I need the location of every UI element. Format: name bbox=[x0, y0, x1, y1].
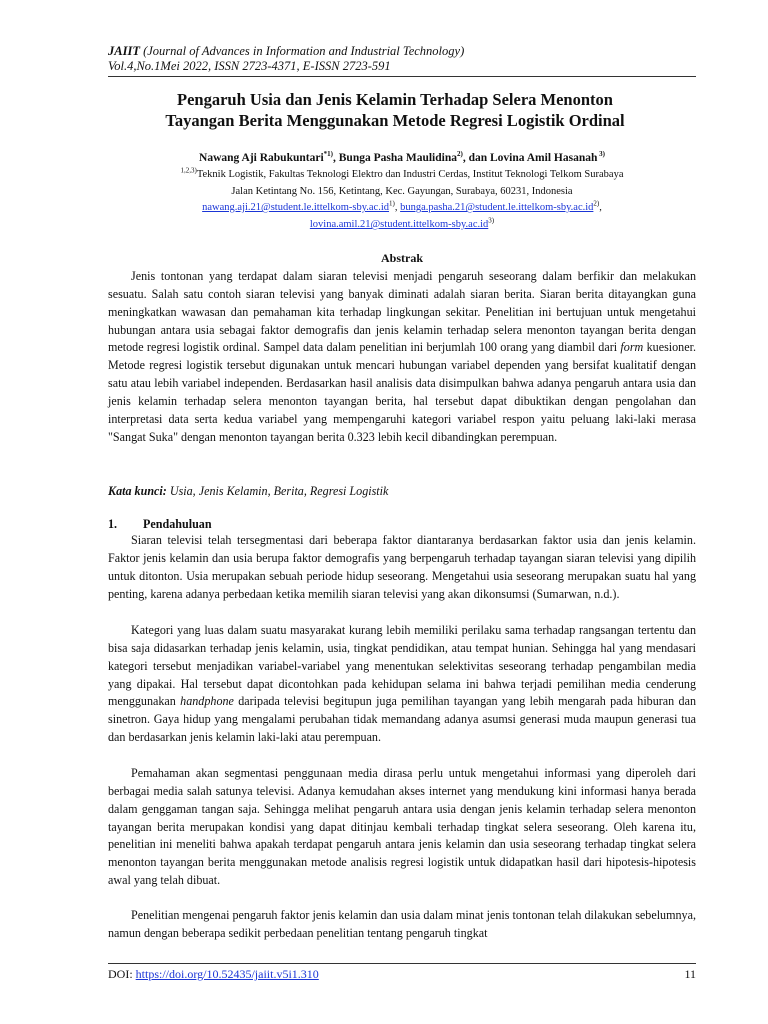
intro-paragraph-3: Pemahaman akan segmentasi penggunaan media dirasa perlu untuk mengetahui informasi yang diperoleh dari berbagai media salah satunya televisi. Adanya kemudahan akses internet yang mendukung kini informasi hanya berada dalam genggaman tangan saja. Sehingga melihat pengaruh antara usia dengan jenis kelamin terhadap selera menonton tayangan berita merupakan kondisi yang dapat ditinjau kembali terhadap tingkat selera seseorang. Oleh karena itu, penelitian ini meneliti bahwa apakah terdapat pengaruh antara jenis kelamin dan usia seseorang terhadap tingkat selera menonton tayangan berita menggunakan metode analisis regresi logistik untuk didapatkan hasil dari hipotesis-hipotesis awal yang telah dibuat. bbox=[108, 766, 696, 888]
author-separator: , dan bbox=[462, 152, 490, 164]
abstract-text-part-2: kuesioner. Metode regresi logistik tersebut digunakan untuk mencari hubungan variabel dependen yang bersifat kualitatif dengan satu atau lebih variabel independen. Berdasarkan hasil analisis data disimpulkan bahwa adanya pengaruh antara usia dan jenis kelamin terhadap selera menonton tayangan berita, hal tersebut dapat dibuktikan dengan pengolahan dan interpretasi data serta kedua variabel yang mempengaruhi kategori variabel respon yaitu peluang laki-laki merasa "Sangat Suka" dengan menonton tayangan berita 0.323 lebih kecil dibandingkan perempuan. bbox=[108, 340, 696, 444]
intro-p2-part-2: daripada televisi begitupun juga pemilihan tayangan yang lebih mengarah pada hiburan dan sinetron. Gaya hidup yang mengalami perubahan tidak memandang adanya asumsi generasi muda maupun generasi tua dan berdasarkan jenis kelamin laki-laki atau perempuan. bbox=[108, 694, 696, 745]
email-line-1: $nawang.aji.21@student.le.ittelkom-sby.ac.id^{1)}$, $bunga.pasha.21@student.le.ittelkom-sby.ac.id^{2)}$, bbox=[202, 199, 602, 213]
author-mark: 2) bbox=[456, 150, 463, 159]
affiliation-line-2: Jalan Ketintang No. 156, Ketintang, Kec. Gayungan, Surabaya, 60231, Indonesia bbox=[231, 185, 573, 197]
email-link-3[interactable]: lovina.amil.21@student.ittelkom-sby.ac.id bbox=[309, 219, 489, 230]
email-line-2 bbox=[108, 217, 696, 234]
affiliation-mark: 1,2,3) bbox=[180, 166, 197, 175]
keywords-line bbox=[108, 483, 696, 500]
journal-header bbox=[108, 44, 708, 74]
intro-p2-italic-word: handphone bbox=[180, 694, 234, 709]
author-name: Nawang Aji Rabukuntari bbox=[199, 152, 324, 164]
keywords-label: Kata kunci: bbox=[108, 484, 167, 498]
doi-link[interactable]: https://doi.org/10.52435/jaiit.v5i1.310 bbox=[135, 967, 319, 981]
section-heading bbox=[108, 516, 696, 532]
author-list bbox=[108, 150, 696, 166]
email-mark-3: 3) bbox=[488, 216, 495, 225]
author-separator: , bbox=[333, 152, 339, 164]
abstract-text-part-1: Jenis tontonan yang terdapat dalam siaran televisi menjadi pengaruh seseorang dalam berfikir dan melakukan sesuatu. Salah satu contoh siaran televisi yang banyak diminati adalah siaran berita. Siaran berita ditayangkan guna meningkatkan wawasan dan pemahaman kita terhadap lingkungan sekitar. Penelitian ini bertujuan untuk mengetahui hubungan antara usia sebagai faktor demografis dan jenis kelamin terhadap selera menonton tayangan berita dengan metode regresi logistik ordinal. Sampel data dalam penelitian ini berjumlah 100 orang yang diambil dari bbox=[108, 269, 696, 355]
footer-divider bbox=[108, 963, 696, 964]
email-link-1[interactable]: nawang.aji.21@student.le.ittelkom-sby.ac.id bbox=[202, 202, 390, 213]
page-number: 11 bbox=[684, 967, 696, 981]
journal-volume-line: Vol.4,No.1Mei 2022, ISSN 2723-4371, E-ISSN 2723-591 bbox=[108, 59, 391, 73]
page-footer bbox=[108, 966, 696, 982]
title-line-2: Tayangan Berita Menggunakan Metode Regresi Logistik Ordinal bbox=[165, 111, 625, 130]
journal-full-name: (Journal of Advances in Information and Industrial Technology) bbox=[139, 44, 465, 58]
journal-title-line bbox=[108, 44, 708, 59]
section-number: 1. bbox=[108, 517, 118, 531]
title-line-1: Pengaruh Usia dan Jenis Kelamin Terhadap Selera Menonton bbox=[177, 90, 613, 109]
author-name: Bunga Pasha Maulidina bbox=[338, 152, 457, 164]
intro-p2-part-1: Kategori yang luas dalam suatu masyarakat kurang lebih memiliki perilaku sama terhadap rangsangan tertentu dan bisa saja didasarkan terhadap jenis kelamin, usia, tingkat pendidikan, atau tempat hunian. Sehingga hal yang mendasari kategori tersebut menjadikan variabel-variabel yang menentukan selektivitas seseorang terhadap pengambilan media yang dipakai. Hal tersebut dapat dicontohkan pada kehidupan selama ini bahwa terjadi pemilihan media cenderung menggunakan bbox=[108, 623, 696, 709]
email-link-2[interactable]: bunga.pasha.21@student.le.ittelkom-sby.ac.id bbox=[400, 202, 594, 213]
affiliation-text: Teknik Logistik, Fakultas Teknologi Elektro dan Industri Cerdas, Institut Teknologi Telkom Surabaya bbox=[196, 169, 624, 180]
keywords-values: Usia, Jenis Kelamin, Berita, Regresi Logistik bbox=[166, 484, 389, 498]
journal-abbrev: JAIIT bbox=[108, 44, 140, 58]
header-divider bbox=[108, 76, 696, 77]
abstract-heading: Abstrak bbox=[380, 251, 423, 265]
email-mark-1: 1) bbox=[389, 199, 395, 208]
abstract-form-word: form bbox=[620, 340, 644, 355]
section-title: Pendahuluan bbox=[143, 517, 212, 531]
abstract-body bbox=[108, 268, 696, 446]
author-mark: 3) bbox=[597, 150, 605, 159]
intro-paragraph-2 bbox=[108, 622, 696, 747]
email-mark-2: 2) bbox=[593, 199, 600, 208]
paper-title bbox=[100, 89, 690, 131]
affiliation-line-1 bbox=[108, 167, 696, 184]
author-name: Lovina Amil Hasanah bbox=[490, 152, 598, 164]
author-mark: *1) bbox=[323, 150, 333, 159]
doi-label: DOI: bbox=[108, 967, 136, 981]
affiliation bbox=[108, 167, 696, 200]
intro-paragraph-4: Penelitian mengenai pengaruh faktor jenis kelamin dan usia dalam minat jenis tontonan telah dilakukan sebelumnya, namun dengan beberapa sedikit perbedaan penelitian tentang pengaruh tingkat bbox=[108, 908, 696, 940]
intro-paragraph-1: Siaran televisi telah tersegmentasi dari beberapa faktor diantaranya berdasarkan faktor usia dan jenis kelamin. Faktor jenis kelamin dan usia berupa faktor demografis yang berpengaruh terhadap tayangan siaran televisi yang dipilih untuk ditonton. Usia merupakan sebuah periode hidup seseorang. Mengetahui usia seseorang merupakan suatu hal yang penting, karena adanya perbedaan ketika memilih siaran televisi yang akan dikonsumsi (Sumarwan, n.d.). bbox=[108, 533, 696, 601]
